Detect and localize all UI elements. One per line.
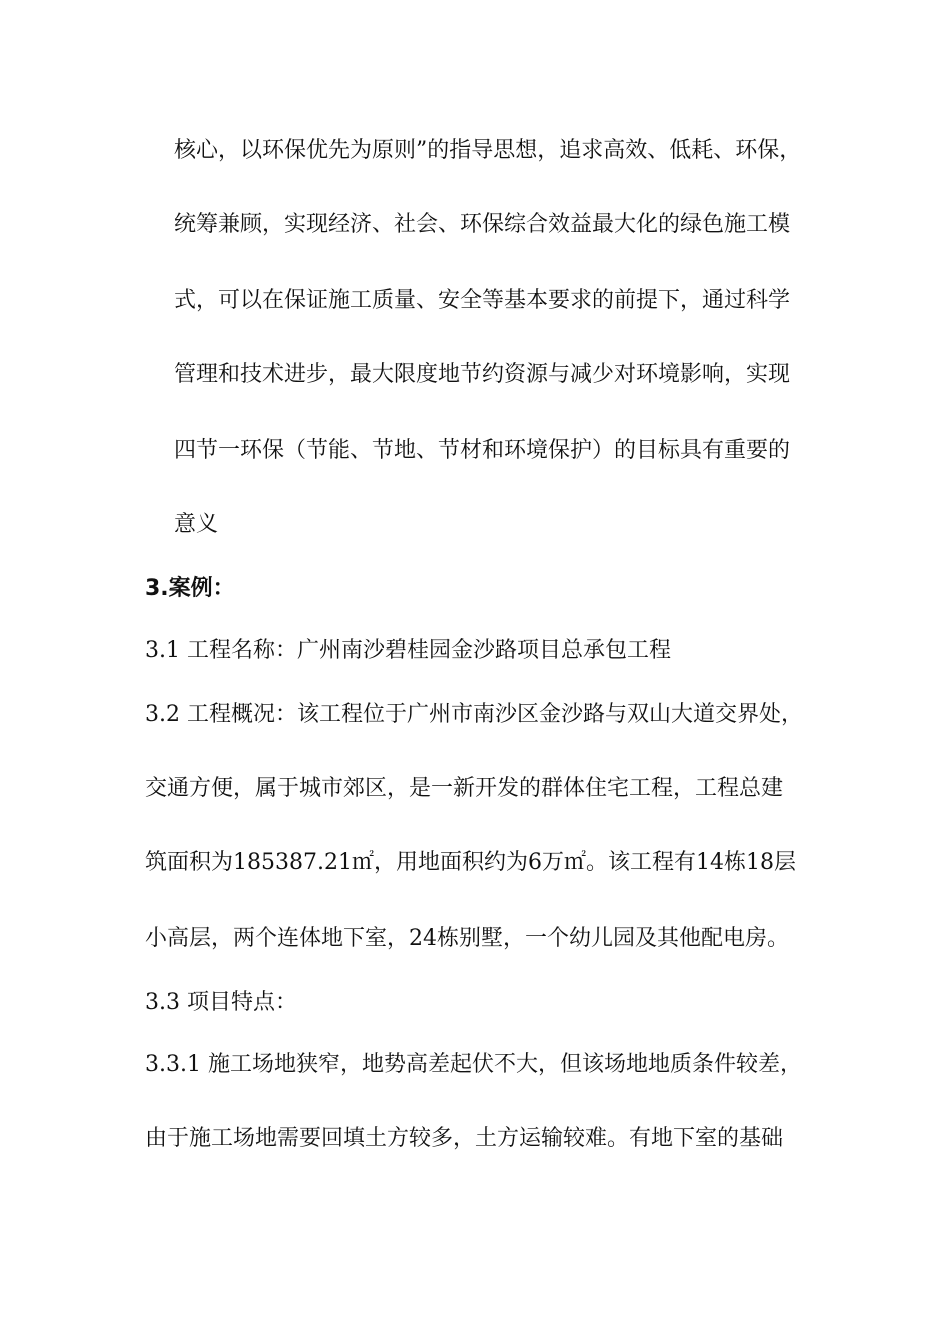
intro-line-4: 管理和技术进步，最大限度地节约资源与减少对环境影响，实现 [174, 362, 791, 387]
section-heading: 3.案例： [145, 576, 235, 601]
intro-line-2: 统筹兼顾，实现经济、社会、环保综合效益最大化的绿色施工模 [174, 212, 791, 237]
item-3-1: 3.1 工程名称：广州南沙碧桂园金沙路项目总承包工程 [145, 638, 671, 663]
item-3-2-line-4: 小高层，两个连体地下室，24栋别墅，一个幼儿园及其他配电房。 [145, 926, 789, 951]
item-3-3-1-line-2: 由于施工场地需要回填土方较多，土方运输较难。有地下室的基础 [145, 1126, 784, 1151]
intro-line-3: 式，可以在保证施工质量、安全等基本要求的前提下，通过科学 [174, 288, 791, 313]
item-3-3: 3.3 项目特点： [145, 990, 297, 1015]
item-3-3-1-line-1: 3.3.1 施工场地狭窄，地势高差起伏不大，但该场地地质条件较差， [145, 1052, 802, 1077]
intro-line-5: 四节一环保（节能、节地、节材和环境保护）的目标具有重要的 [174, 438, 791, 463]
item-3-2-line-1: 3.2 工程概况：该工程位于广州市南沙区金沙路与双山大道交界处， [145, 702, 803, 727]
intro-line-6: 意义 [174, 512, 219, 537]
item-3-2-line-2: 交通方便，属于城市郊区，是一新开发的群体住宅工程，工程总建 [145, 776, 784, 801]
item-3-2-line-3: 筑面积为185387.21㎡，用地面积约为6万㎡。该工程有14栋18层 [145, 850, 796, 875]
intro-line-1: 核心，以环保优先为原则”的指导思想，追求高效、低耗、环保， [174, 138, 802, 163]
